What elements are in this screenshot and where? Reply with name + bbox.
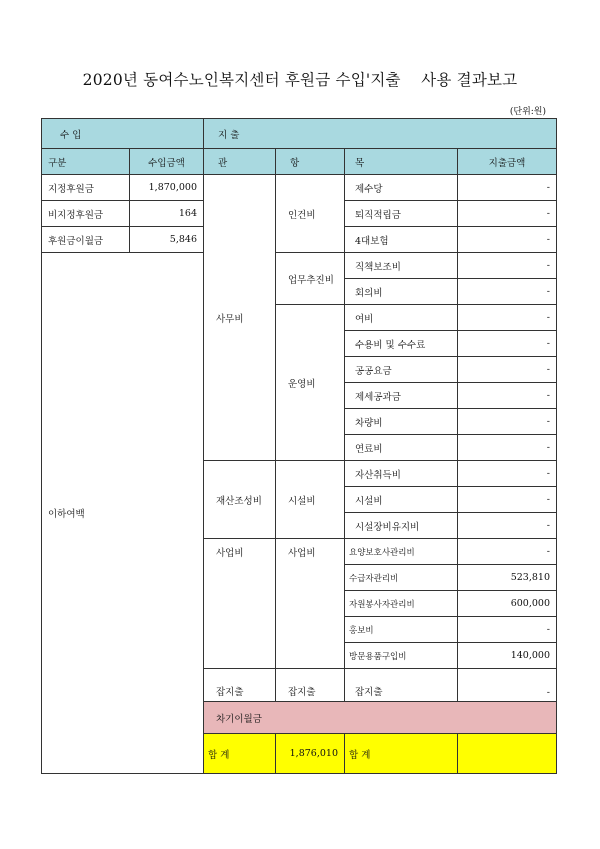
mok-amount: - [458,331,557,357]
expense-total-label: 합 계 [345,734,458,774]
header-row-2 [42,149,557,175]
col-hang-header: 항 [276,149,345,175]
report-table [41,118,557,774]
income-amount: 5,846 [130,227,204,253]
mok-amount: - [458,227,557,253]
mok-amount: - [458,513,557,539]
mok-amount: - [458,617,557,643]
income-blank-note: 이하여백 [42,253,204,774]
hang-facility: 시설비 [276,461,345,539]
mok-amount: - [458,409,557,435]
gwan-property: 재산조성비 [204,461,276,539]
col-expense-amount-header: 지출금액 [458,149,557,175]
mok-amount: - [458,435,557,461]
income-amount: 164 [130,201,204,227]
carry-over-label: 차기이월금 [204,702,557,734]
hang-operation: 운영비 [276,305,345,461]
gwan-office: 사무비 [204,175,276,461]
mok-amount: - [458,383,557,409]
mok-label: 여비 [345,305,458,331]
mok-amount: - [458,487,557,513]
mok-label: 제수당 [345,175,458,201]
income-total-amount: 1,876,010 [276,734,345,774]
income-amount: 1,870,000 [130,175,204,201]
mok-label: 방문용품구입비 [345,643,458,669]
mok-label: 홍보비 [345,617,458,643]
mok-label: 공공요금 [345,357,458,383]
mok-label: 자원봉사자관리비 [345,591,458,617]
expense-total-blank [458,734,557,774]
mok-label: 제세공과금 [345,383,458,409]
income-label: 지정후원금 [42,175,130,201]
mok-amount: 140,000 [458,643,557,669]
mok-amount: - [458,357,557,383]
mok-label: 4대보험 [345,227,458,253]
gwan-business: 사업비 [204,539,276,669]
mok-label: 수급자관리비 [345,565,458,591]
mok-label: 퇴직적립금 [345,201,458,227]
income-total-label: 합 계 [204,734,276,774]
mok-amount: - [458,461,557,487]
col-gwan-header: 관 [204,149,276,175]
report-title: 2020년 동여수노인복지센터 후원금 수입'지출 사용 결과보고 [82,71,518,89]
mok-amount: - [458,279,557,305]
mok-amount: 600,000 [458,591,557,617]
unit-note: (단위:원) [509,107,546,117]
expense-header: 지 출 [204,119,557,149]
hang-personnel: 인건비 [276,175,345,253]
header-row-1 [42,119,557,149]
col-mok-header: 목 [345,149,458,175]
mok-label: 시설비 [345,487,458,513]
mok-label: 수용비 및 수수료 [345,331,458,357]
mok-label: 회의비 [345,279,458,305]
table-row [42,253,557,279]
gwan-misc: 잡지출 [204,669,276,702]
income-label: 비지정후원금 [42,201,130,227]
mok-label: 시설장비유지비 [345,513,458,539]
table-row [42,175,557,201]
mok-label: 요양보호사관리비 [345,539,458,565]
col-income-amount-header: 수입금액 [130,149,204,175]
mok-label: 연료비 [345,435,458,461]
mok-amount: - [458,175,557,201]
mok-amount: - [458,253,557,279]
col-category-header: 구분 [42,149,130,175]
mok-amount: - [458,201,557,227]
hang-promotion: 업무추진비 [276,253,345,305]
mok-amount: - [458,539,557,565]
mok-amount: - [458,669,557,702]
mok-amount: - [458,305,557,331]
mok-label: 잡지출 [345,669,458,702]
income-label: 후원금이월금 [42,227,130,253]
mok-label: 직책보조비 [345,253,458,279]
hang-business: 사업비 [276,539,345,669]
mok-amount: 523,810 [458,565,557,591]
mok-label: 차량비 [345,409,458,435]
hang-misc: 잡지출 [276,669,345,702]
mok-label: 자산취득비 [345,461,458,487]
income-header: 수 입 [42,119,204,149]
